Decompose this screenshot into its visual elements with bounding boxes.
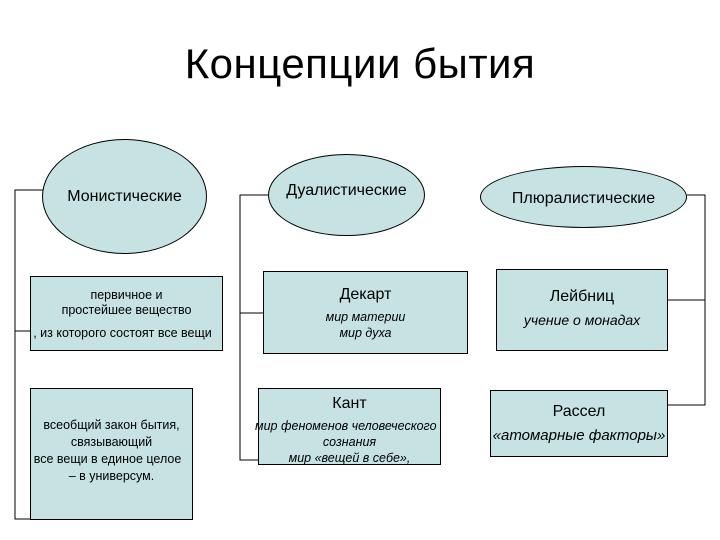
pluralistic-box-leibniz	[496, 269, 668, 351]
concept-monistic	[42, 139, 207, 254]
monistic-box-law	[30, 388, 193, 520]
pluralistic-box-russell-head: Рассел	[552, 403, 606, 420]
monistic-box-law-line-1: всеобщий закон бытия,	[43, 418, 180, 432]
dualistic-box-kant-line-1: мир феноменов человеческого	[255, 419, 437, 433]
page-title: Концепции бытия	[184, 40, 536, 87]
monistic-box-substance	[30, 276, 223, 351]
concept-monistic-label: Монистические	[67, 187, 182, 205]
dualistic-box-kant	[255, 388, 441, 465]
monistic-box-substance-line-3: , из которого состоят все вещи	[33, 326, 212, 340]
monistic-box-law-line-3: все вещи в единое целое	[33, 452, 182, 466]
monistic-box-law-line-4: – в универсум.	[68, 469, 155, 483]
dualistic-box-kant-line-3: мир «вещей в себе»,	[288, 451, 411, 465]
concept-dualistic-label: Дуалистические	[286, 182, 407, 199]
pluralistic-box-leibniz-line-1: учение о монадах	[523, 312, 641, 328]
concept-pluralistic	[480, 166, 687, 228]
concept-dualistic	[268, 154, 425, 236]
pluralistic-box-leibniz-head: Лейбниц	[549, 288, 615, 305]
monistic-box-law-line-2: связывающий	[70, 435, 153, 449]
dualistic-box-descartes-line-1: мир материи	[325, 310, 406, 324]
dualistic-box-descartes-line-2: мир духа	[339, 326, 392, 340]
dualistic-box-descartes-head: Декарт	[339, 286, 392, 303]
dualistic-box-kant-head: Кант	[332, 395, 367, 412]
monistic-box-substance-line-2: простейшее вещество	[61, 303, 192, 317]
concept-pluralistic-label: Плюралистические	[511, 190, 656, 207]
monistic-box-substance-line-1: первичное и	[90, 288, 163, 302]
dualistic-box-descartes	[263, 271, 468, 354]
dualistic-box-kant-line-2: сознания	[322, 435, 377, 449]
pluralistic-box-russell	[490, 390, 668, 457]
pluralistic-box-russell-line-1: «атомарные факторы»	[492, 427, 666, 444]
